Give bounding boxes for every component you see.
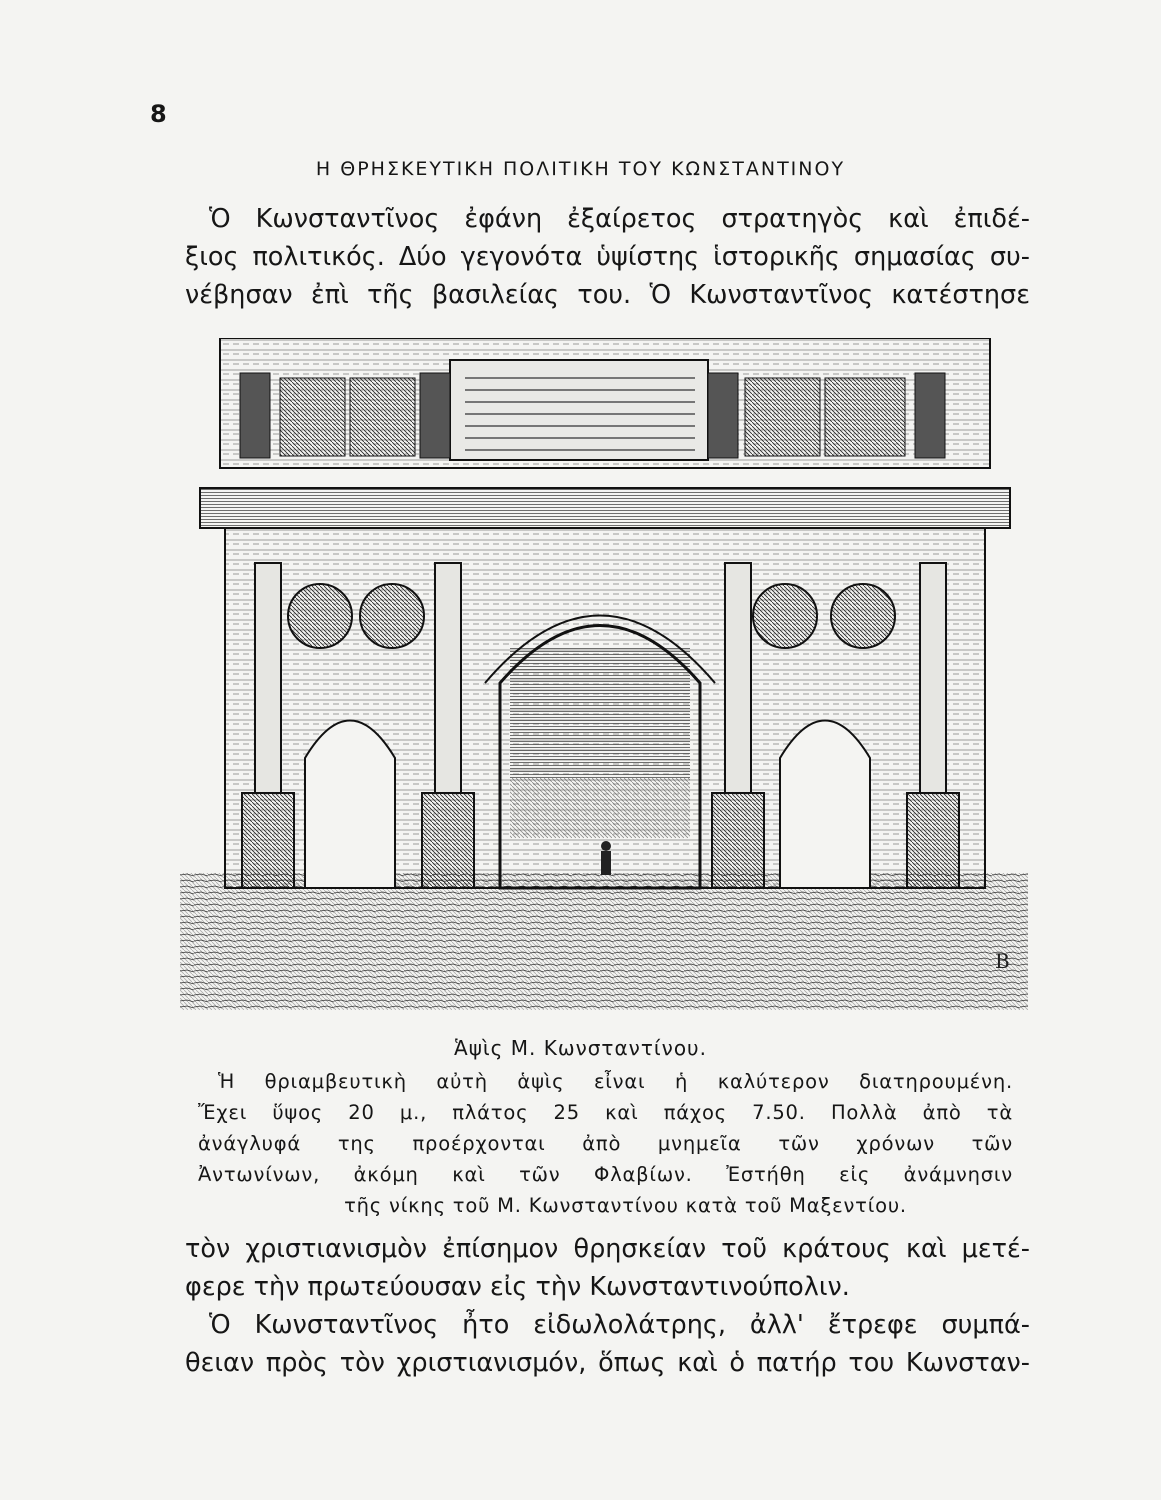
engraver-mark: B <box>995 949 1010 973</box>
standing-figure <box>601 841 611 875</box>
roundel <box>288 584 352 648</box>
body-line: Ὁ Κωνσταντῖνος ἦτο εἰδωλολάτρης, ἀλλ' ἔτρεφε συμπά- <box>209 1310 1030 1340</box>
cornice <box>200 488 1010 528</box>
column <box>725 563 751 793</box>
arch-of-constantine-illustration <box>180 338 1028 1010</box>
column <box>435 563 461 793</box>
body-line: θειαν πρὸς τὸν χριστιανισμόν, ὅπως καὶ ὁ πατήρ του Κωνσταν- <box>185 1348 1030 1378</box>
caption-line: τῆς νίκης τοῦ Μ. Κωνσταντίνου κατὰ τοῦ Μαξεντίου. <box>344 1194 907 1217</box>
intro-line: Ὁ Κωνσταντῖνος ἐφάνη ἐξαίρετος στρατηγὸς καὶ ἐπιδέ- <box>209 204 1030 234</box>
body-line: τὸν χριστιανισμὸν ἐπίσημον θρησκείαν τοῦ κράτους καὶ μετέ- <box>185 1234 1030 1264</box>
running-head: Η ΘΡΗΣΚΕΥΤΙΚΗ ΠΟΛΙΤΙΚΗ ΤΟΥ ΚΩΝΣΤΑΝΤΙΝΟΥ <box>315 158 846 180</box>
intro-line: νέβησαν ἐπὶ τῆς βασιλείας του. Ὁ Κωνσταντῖνος κατέστησε <box>185 280 1030 310</box>
roundel <box>753 584 817 648</box>
figure-title: Ἁψὶς Μ. Κωνσταντίνου. <box>454 1036 707 1060</box>
left-side-arch <box>305 721 395 889</box>
page-number: 8 <box>150 100 167 128</box>
caption-line: Ἀντωνίνων, ἀκόμη καὶ τῶν Φλαβίων. Ἐστήθη εἰς ἀνάμνησιν <box>198 1163 1013 1186</box>
intro-line: ξιος πολιτικός. Δύο γεγονότα ὑψίστης ἱστορικῆς σημασίας συ- <box>185 242 1030 272</box>
intro-paragraph <box>185 200 1030 314</box>
caption-line: Ἡ θριαμβευτικὴ αὐτὴ ἁψὶς εἶναι ἡ καλύτερον διατηρουμένη. <box>218 1070 1013 1093</box>
right-side-arch <box>780 721 870 889</box>
column <box>255 563 281 793</box>
roundel <box>831 584 895 648</box>
roundel <box>360 584 424 648</box>
caption-line: Ἔχει ὕψος 20 μ., πλάτος 25 καὶ πάχος 7.50. Πολλὰ ἀπὸ τὰ <box>198 1101 1013 1124</box>
body-line: φερε τὴν πρωτεύουσαν εἰς τὴν Κωνσταντινούπολιν. <box>185 1272 850 1302</box>
figure-caption <box>198 1066 1013 1221</box>
column <box>920 563 946 793</box>
caption-line: ἀνάγλυφά της προέρχονται ἀπὸ μνημεῖα τῶν χρόνων τῶν <box>198 1132 1013 1155</box>
inscription-panel <box>450 360 708 460</box>
body-paragraph <box>185 1230 1030 1382</box>
